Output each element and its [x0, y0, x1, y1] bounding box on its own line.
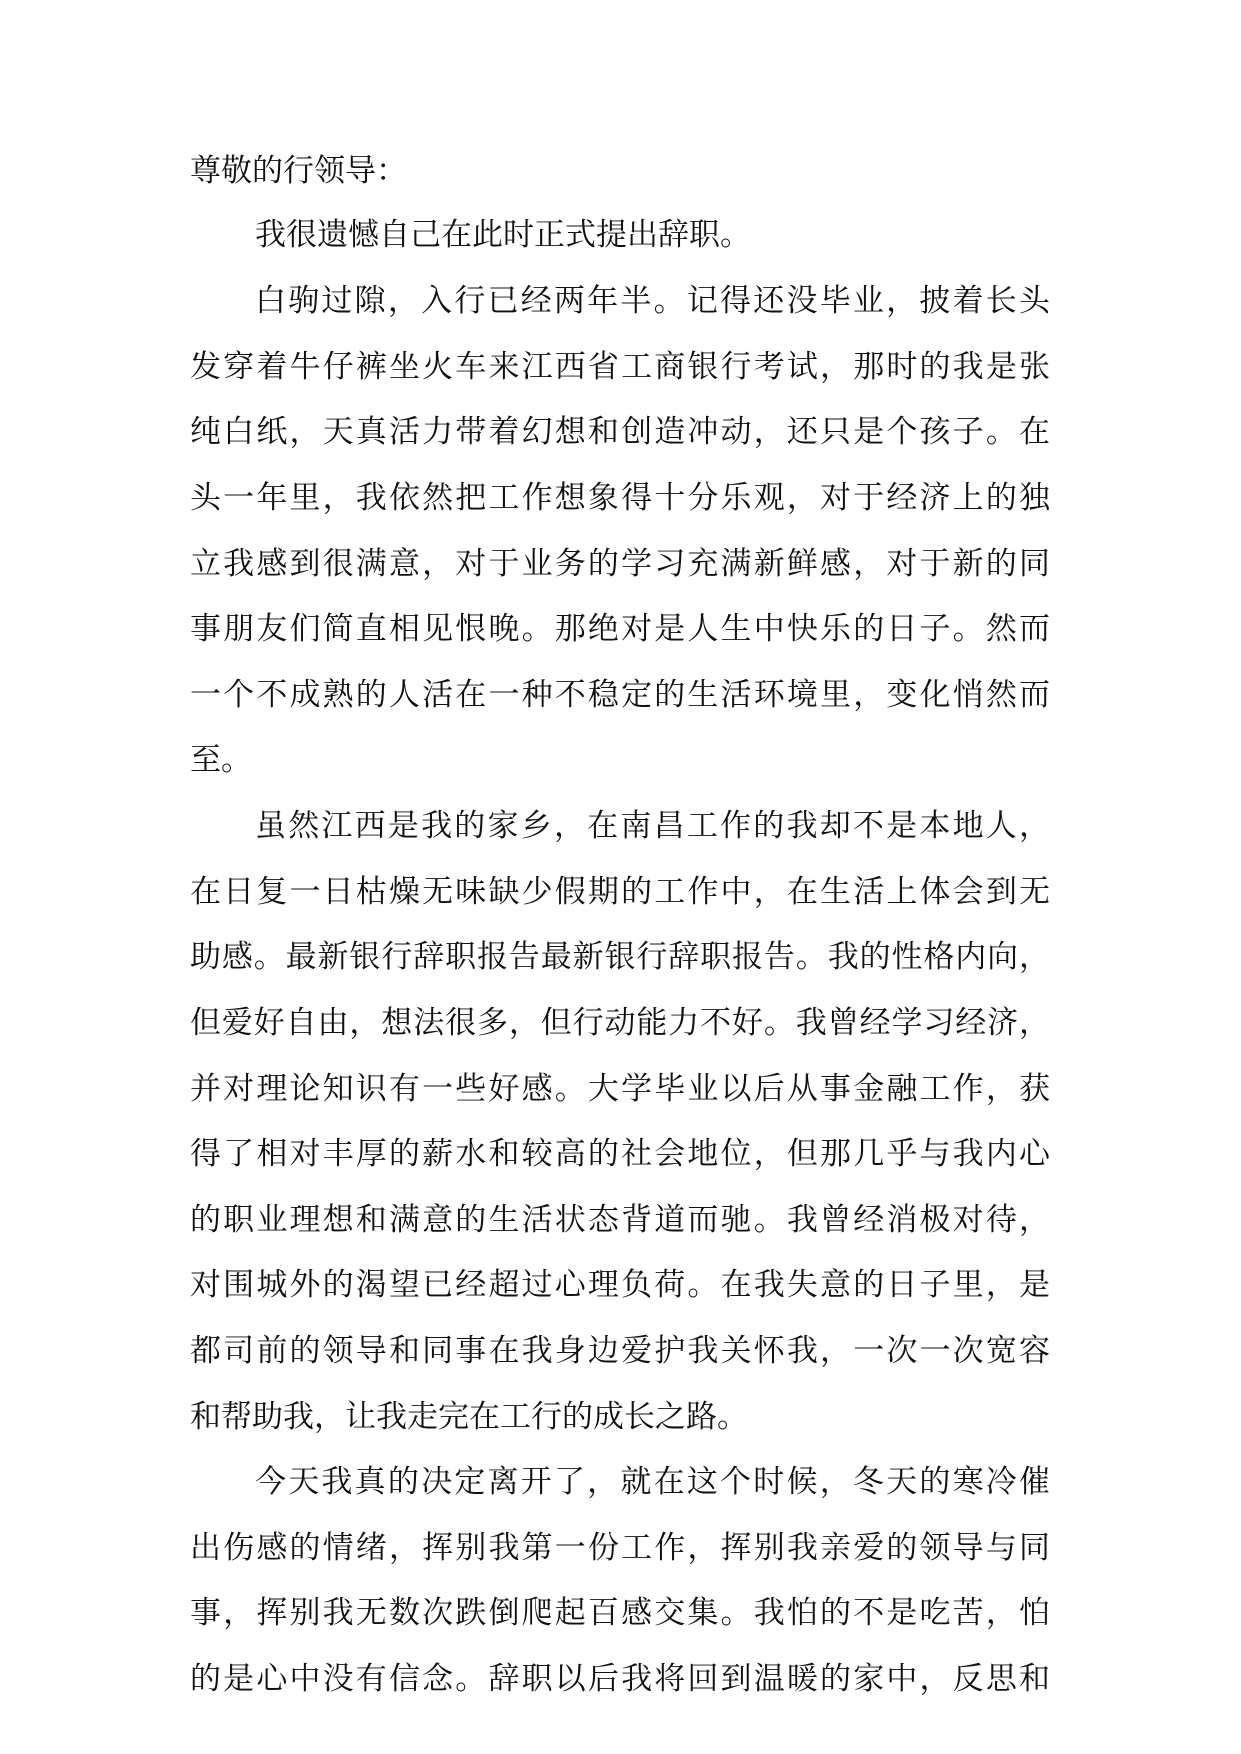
paragraph-line: 在日复一日枯燥无味缺少假期的工作中，在生活上体会到无 — [190, 874, 1050, 910]
paragraph-line: 头一年里，我依然把工作想象得十分乐观，对于经济上的独 — [190, 480, 1050, 516]
paragraph-line: 发穿着牛仔裤坐火车来江西省工商银行考试，那时的我是张 — [190, 349, 1050, 385]
paragraph-line: 立我感到很满意，对于业务的学习充满新鲜感，对于新的同 — [190, 546, 1050, 582]
paragraph-line: 事，挥别我无数次跌倒爬起百感交集。我怕的不是吃苦，怕 — [190, 1595, 1050, 1631]
paragraph-line: 虽然江西是我的家乡，在南昌工作的我却不是本地人， — [255, 808, 1050, 844]
paragraph-line: 至。 — [190, 742, 252, 778]
paragraph-line: 对围城外的渴望已经超过心理负荷。在我失意的日子里，是 — [190, 1267, 1050, 1303]
paragraph-line: 事朋友们简直相见恨晚。那绝对是人生中快乐的日子。然而 — [190, 611, 1050, 647]
paragraph-line: 都司前的领导和同事在我身边爱护我关怀我，一次一次宽容 — [190, 1333, 1050, 1369]
paragraph-line: 纯白纸，天真活力带着幻想和创造冲动，还只是个孩子。在 — [190, 414, 1050, 450]
paragraph-line: 今天我真的决定离开了，就在这个时候，冬天的寒冷催 — [255, 1464, 1050, 1500]
paragraph-line: 白驹过隙，入行已经两年半。记得还没毕业，披着长头 — [255, 283, 1050, 319]
paragraph-line: 我很遗憾自己在此时正式提出辞职。 — [255, 217, 751, 253]
paragraph-line: 和帮助我，让我走完在工行的成长之路。 — [190, 1399, 748, 1435]
paragraph-line: 得了相对丰厚的薪水和较高的社会地位，但那几乎与我内心 — [190, 1136, 1050, 1172]
paragraph-line: 并对理论知识有一些好感。大学毕业以后从事金融工作，获 — [190, 1071, 1050, 1107]
paragraph-line: 出伤感的情绪，挥别我第一份工作，挥别我亲爱的领导与同 — [190, 1530, 1050, 1566]
salutation: 尊敬的行领导： — [190, 153, 407, 189]
paragraph-line: 助感。最新银行辞职报告最新银行辞职报告。我的性格内向， — [190, 939, 1050, 975]
paragraph-line: 一个不成熟的人活在一种不稳定的生活环境里，变化悄然而 — [190, 677, 1050, 713]
paragraph-line: 的职业理想和满意的生活状态背道而驰。我曾经消极对待， — [190, 1202, 1050, 1238]
paragraph-line: 但爱好自由，想法很多，但行动能力不好。我曾经学习经济， — [190, 1005, 1050, 1041]
paragraph-line: 的是心中没有信念。辞职以后我将回到温暖的家中，反思和 — [190, 1661, 1050, 1697]
